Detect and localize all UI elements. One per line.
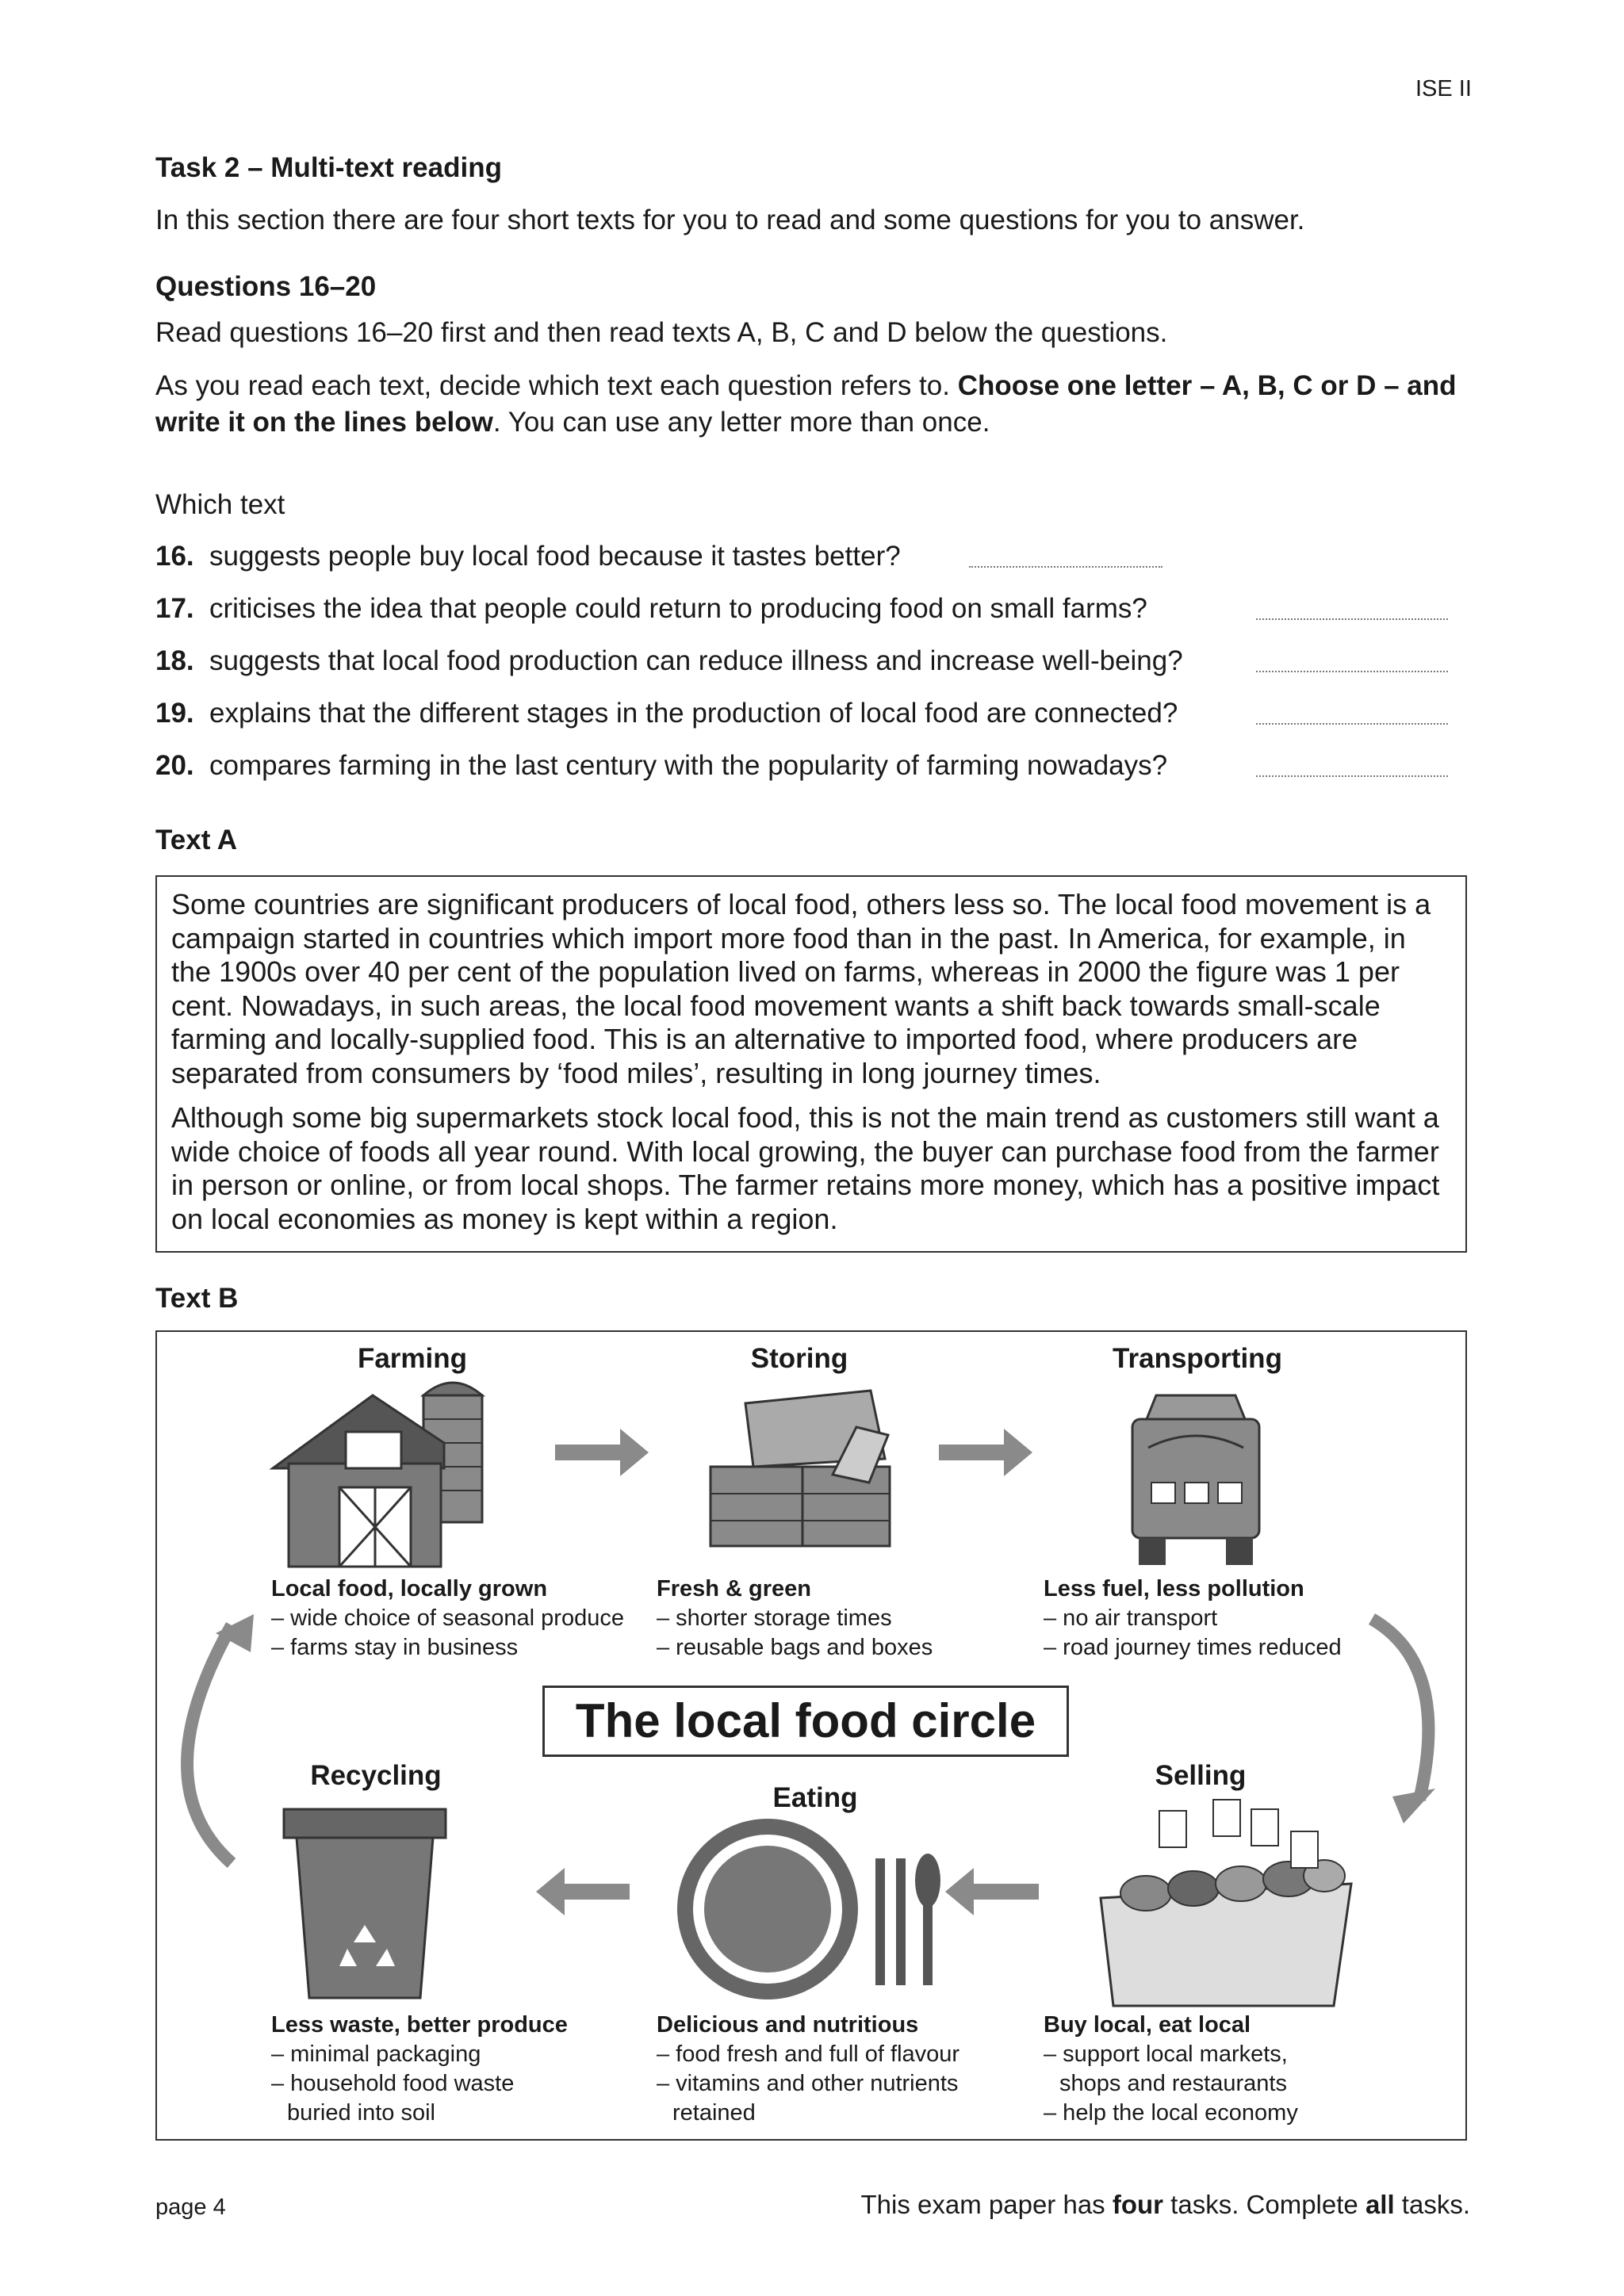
- questions-instruction-1: Read questions 16–20 first and then read texts A, B, C and D below the questions.: [155, 317, 1168, 348]
- caption-line: shops and restaurants: [1059, 2071, 1287, 2096]
- question-text: suggests that local food production can reduce illness and increase well-being?: [209, 645, 1183, 676]
- text-a-label: Text A: [155, 825, 238, 855]
- caption-line: – road journey times reduced: [1044, 1635, 1342, 1660]
- caption-line: retained: [672, 2100, 756, 2126]
- caption-line: – support local markets,: [1044, 2042, 1288, 2067]
- caption-farming: [271, 1575, 624, 1663]
- arrow-left-icon: [945, 1868, 1039, 1915]
- caption-title: Less fuel, less pollution: [1044, 1576, 1304, 1601]
- footer-bold: four: [1112, 2190, 1163, 2219]
- text-a-paragraph-2: Although some big supermarkets stock local food, this is not the main trend as customers still want a wide choice of foods all year round. With local growing, the buyer can purchase food from the farmer in person or online, or from local shops. The farmer retains more money, which has a positive impact on local economies as money is kept within a region.: [171, 1101, 1440, 1235]
- footer-text: tasks. Complete: [1163, 2190, 1365, 2219]
- caption-title: Less waste, better produce: [271, 2012, 568, 2038]
- footer-note: [856, 2190, 1470, 2220]
- stage-title-storing: Storing: [750, 1343, 848, 1374]
- caption-line: – vitamins and other nutrients: [657, 2071, 959, 2096]
- caption-storing: [657, 1575, 933, 1663]
- stage-title-selling: Selling: [1155, 1760, 1247, 1791]
- footer-text: tasks.: [1394, 2190, 1470, 2219]
- caption-line: – help the local economy: [1044, 2100, 1298, 2126]
- crate-icon: [710, 1391, 890, 1546]
- caption-line: – shorter storage times: [657, 1605, 892, 1631]
- footer-bold: all: [1365, 2190, 1395, 2219]
- stage-title-recycling: Recycling: [310, 1760, 442, 1791]
- stage-title-transporting: Transporting: [1113, 1343, 1282, 1374]
- caption-line: buried into soil: [287, 2100, 435, 2126]
- caption-line: – household food waste: [271, 2071, 515, 2096]
- task-intro: In this section there are four short texts for you to read and some questions for you to answer.: [155, 205, 1305, 235]
- questions-title: Questions 16–20: [155, 271, 377, 302]
- caption-eating: [657, 2011, 959, 2128]
- stage-title-eating: Eating: [772, 1782, 858, 1813]
- caption-title: Delicious and nutritious: [657, 2012, 919, 2038]
- question-text: explains that the different stages in the production of local food are connected?: [209, 698, 1178, 729]
- caption-line: – farms stay in business: [271, 1635, 519, 1660]
- question-text: suggests people buy local food because it tastes better?: [209, 541, 901, 572]
- question-number: 17.: [155, 593, 194, 624]
- caption-selling: [1044, 2011, 1298, 2128]
- question-number: 19.: [155, 698, 194, 729]
- task-title: Task 2 – Multi-text reading: [155, 152, 502, 183]
- barn-icon: [273, 1383, 482, 1567]
- caption-title: Fresh & green: [657, 1576, 811, 1601]
- text-a-paragraph-1: Some countries are significant producers of local food, others less so. The local food movement is a campaign started in countries which import more food than in the past. In America, for example, in the 1900s over 40 per cent of the population lived on farms, whereas in 2000 the figure was 1 per cent. Nowadays, in such areas, the local food movement wants a shift back towards small-scale farming and locally-supplied food. This is an alternative to imported food, where producers are separated from consumers by ‘food miles’, resulting in long journey times.: [171, 888, 1431, 1089]
- caption-line: – wide choice of seasonal produce: [271, 1605, 624, 1631]
- food-circle-title: The local food circle: [542, 1686, 1069, 1757]
- footer-text: This exam paper has: [860, 2190, 1113, 2219]
- market-stall-icon: [1101, 1800, 1351, 2006]
- arrow-right-icon: [939, 1429, 1032, 1476]
- which-text-label: Which text: [155, 489, 285, 520]
- question-number: 16.: [155, 541, 194, 572]
- text-b-label: Text B: [155, 1283, 239, 1314]
- curved-arrow-icon: [187, 1625, 232, 1863]
- stage-title-farming: Farming: [357, 1343, 468, 1374]
- exam-id: ISE II: [1415, 76, 1472, 101]
- instruction-text: . You can use any letter more than once.: [492, 407, 990, 438]
- question-number: 20.: [155, 750, 194, 781]
- caption-line: – no air transport: [1044, 1605, 1218, 1631]
- caption-line: – reusable bags and boxes: [657, 1635, 933, 1660]
- question-text: compares farming in the last century with the popularity of farming nowadays?: [209, 750, 1168, 781]
- question-number: 18.: [155, 645, 194, 676]
- truck-icon: [1132, 1395, 1259, 1565]
- instruction-text: As you read each text, decide which text each question refers to.: [155, 370, 958, 401]
- caption-title: Local food, locally grown: [271, 1576, 548, 1601]
- plate-icon: [685, 1827, 850, 1992]
- caption-recycling: [271, 2011, 568, 2128]
- instruction-bold: Choose one letter – A, B, C or D – and write it on the lines below: [155, 370, 1457, 438]
- page-number: page 4: [155, 2195, 226, 2220]
- caption-line: – food fresh and full of flavour: [657, 2042, 960, 2067]
- arrow-left-icon: [536, 1868, 630, 1915]
- recycling-bin-icon: [284, 1809, 446, 1998]
- caption-transporting: [1044, 1575, 1342, 1663]
- question-text: criticises the idea that people could return to producing food on small farms?: [209, 593, 1147, 624]
- cutlery-icon: [875, 1854, 940, 1985]
- arrow-right-icon: [555, 1429, 649, 1476]
- curved-arrow-icon: [1372, 1619, 1428, 1800]
- caption-title: Buy local, eat local: [1044, 2012, 1251, 2038]
- caption-line: – minimal packaging: [271, 2042, 481, 2067]
